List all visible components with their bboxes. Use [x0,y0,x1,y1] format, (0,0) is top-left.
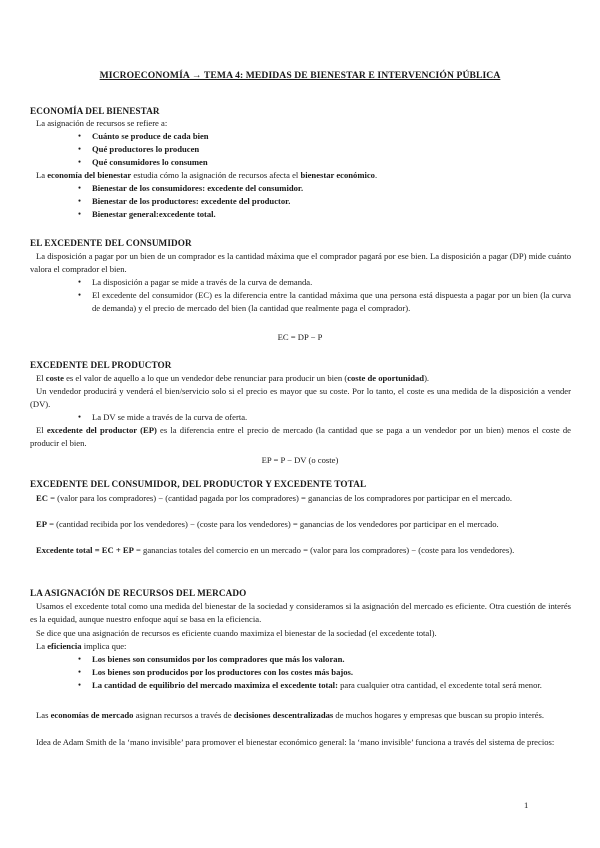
paragraph: El excedente del productor (EP) es la diferencia entre el precio de mercado (la cantidad que se paga a un vendedor por un bien) menos el coste de producir el bien. [30,425,571,448]
paragraph: Usamos el excedente total como una medida del bienestar de la sociedad y consideramos si la asignación del mercado es eficiente. Otra cuestión de interés es la equidad, aunque nuestro enfoque aquí se basa en la eficiencia. [30,601,571,624]
paragraph: La economía del bienestar estudia cómo la asignación de recursos afecta el bienestar económico. [36,170,378,180]
list-item: ● Los bienes son consumidos por los compradores que más los valoran. [92,653,571,666]
section-heading-asignacion: LA ASIGNACIÓN DE RECURSOS DEL MERCADO [30,588,247,598]
list-item: ● Bienestar de los productores: excedente del productor. [92,195,571,208]
list-item: ● Qué productores lo producen [92,143,571,156]
paragraph: La eficiencia implica que: [36,641,127,651]
section-heading-consumidor: EL EXCEDENTE DEL CONSUMIDOR [30,238,192,248]
paragraph: Se dice que una asignación de recursos es eficiente cuando maximiza el bienestar de la sociedad (el excedente total). [36,628,437,638]
paragraph: EC = (valor para los compradores) − (cantidad pagada por los compradores) = ganancias de los compradores por participar en el mercado. [36,493,513,503]
paragraph: El coste es el valor de aquello a lo que un vendedor debe renunciar para producir un bien (coste de oportunidad). [36,373,430,383]
paragraph: Idea de Adam Smith de la ‘mano invisible’ para promover el bienestar económico general: la ‘mano invisible’ funciona a través del sistema de precios: [36,737,555,747]
list-item: ● Los bienes son producidos por los productores con los costes más bajos. [92,666,571,679]
paragraph: Excedente total = EC + EP = ganancias totales del comercio en un mercado = (valor para los compradores) − (coste para los vendedores). [36,545,515,555]
list-item: ● Bienestar general:excedente total. [92,208,571,221]
list-item: ● La DV se mide a través de la curva de oferta. [92,411,571,424]
section-heading-productor: EXCEDENTE DEL PRODUCTOR [30,360,172,370]
paragraph: Un vendedor producirá y venderá el bien/servicio solo si el precio es mayor que su coste. Por lo tanto, el coste es una medida de la disposición a vender (DV). [30,386,571,409]
paragraph: La asignación de recursos se refiere a: [36,118,168,128]
paragraph: La disposición a pagar por un bien de un comprador es la cantidad máxima que el comprador pagará por ese bien. La disposición a pagar (DP) mide cuánto valora el comprador el bien. [30,251,571,274]
list-item: ● Qué consumidores lo consumen [92,156,571,169]
page-title: MICROECONOMÍA → TEMA 4: MEDIDAS DE BIENESTAR E INTERVENCIÓN PÚBLICA [99,70,501,81]
list-item: ● Cuánto se produce de cada bien [92,130,571,143]
page-number: 1 [524,800,529,810]
list-item: ● El excedente del consumidor (EC) es la diferencia entre la cantidad máxima que una persona está dispuesta a pagar por un bien (la curva de demanda) y el precio de mercado del bien (la cantidad que realmente paga el comprador). [92,289,571,315]
section-heading-excedente-total: EXCEDENTE DEL CONSUMIDOR, DEL PRODUCTOR Y EXCEDENTE TOTAL [30,479,367,489]
list-item: ● La cantidad de equilibrio del mercado maximiza el excedente total: para cualquier otra cantidad, el excedente total será menor. [92,679,571,692]
paragraph: EP = (cantidad recibida por los vendedores) − (coste para los vendedores) = ganancias de los vendedores por participar en el mercado. [36,519,499,529]
paragraph: Las economías de mercado asignan recursos a través de decisiones descentralizadas de muchos hogares y empresas que buscan su propio interés. [36,710,544,720]
equation: EC = DP − P [277,332,323,342]
list-item: ● La disposición a pagar se mide a través de la curva de demanda. [92,276,571,289]
equation: EP = P − DV (o coste) [261,455,339,465]
section-heading-bienestar: ECONOMÍA DEL BIENESTAR [30,106,160,116]
list-item: ● Bienestar de los consumidores: excedente del consumidor. [92,182,571,195]
